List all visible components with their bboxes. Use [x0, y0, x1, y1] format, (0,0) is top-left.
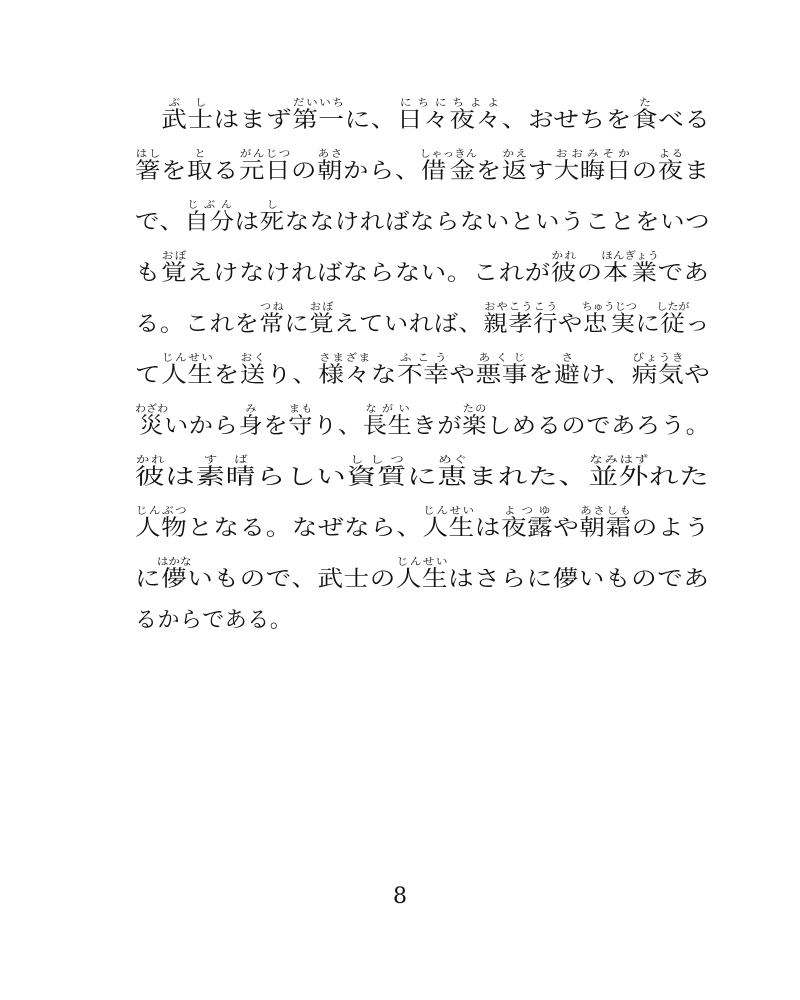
ruby-base: 不幸 [397, 363, 450, 388]
furigana: じぶん [184, 200, 235, 211]
furigana: おやこうこう [483, 302, 559, 313]
text-run: はさらに儚いものであ [448, 567, 710, 592]
text-run: のよう [631, 516, 711, 541]
ruby-base: 朝 [316, 159, 343, 184]
text-run: れた [649, 465, 710, 490]
text-run: るからである。 [135, 608, 293, 633]
ruby-base: 人生 [395, 567, 449, 592]
furigana: あさしも [579, 506, 632, 517]
text-run: な [370, 363, 398, 388]
text-line [135, 180, 715, 235]
text-run: の [290, 159, 317, 184]
ruby-base: 日々夜々 [396, 108, 502, 133]
furigana: ぶし [161, 98, 214, 109]
text-run: て [135, 363, 162, 388]
text-line [135, 333, 715, 388]
text-line [135, 486, 715, 541]
text-run: る [212, 159, 239, 184]
ruby-base: 取 [186, 159, 213, 184]
furigana: と [186, 149, 213, 160]
furigana: ししつ [346, 455, 408, 466]
furigana: はし [135, 149, 161, 160]
text-run: は [474, 516, 501, 541]
furigana: た [631, 98, 659, 109]
furigana: よつゆ [500, 506, 554, 517]
furigana: たの [462, 404, 487, 415]
furigana: つね [259, 302, 285, 313]
text-line [135, 384, 715, 439]
text-run: となる。なぜなら、 [187, 516, 423, 541]
ruby-base: 従 [656, 312, 690, 337]
furigana: じんぶつ [135, 506, 188, 517]
furigana: なみはず [588, 455, 650, 466]
text-run: は [165, 465, 196, 490]
furigana: さまざま [318, 353, 371, 364]
text-run: す [527, 159, 554, 184]
text-run: に [135, 567, 162, 592]
ruby-base: 朝霜 [579, 516, 632, 541]
line-text [135, 608, 292, 634]
ruby-base: 避 [554, 363, 581, 388]
furigana: あさ [316, 149, 343, 160]
furigana: しゃっきん [419, 149, 478, 160]
text-run: 、おせちを [501, 108, 632, 133]
text-run: の [576, 261, 603, 286]
text-run: に [407, 465, 438, 490]
text-run: いもので、武士の [187, 567, 396, 592]
furigana: すば [195, 455, 256, 466]
furigana: がんじつ [238, 149, 291, 160]
text-run: り、 [266, 363, 319, 388]
text-run: や [684, 363, 711, 388]
text-run: け、 [580, 363, 632, 388]
text-run: ま [683, 159, 710, 184]
ruby-base: 大晦日 [553, 159, 632, 184]
ruby-base: 資質 [346, 465, 408, 490]
text-run: に [635, 312, 661, 337]
furigana: したが [656, 302, 690, 313]
text-run: まれた、 [467, 465, 589, 490]
text-run: べる [658, 108, 711, 133]
furigana: おく [239, 353, 267, 364]
text-line [135, 231, 715, 286]
ruby-base: 守 [288, 414, 314, 439]
ruby-base: 悪事 [475, 363, 529, 388]
ruby-base: 忠実 [581, 312, 637, 337]
text-line [135, 588, 715, 639]
furigana: まも [288, 404, 314, 415]
ruby-base: 送 [239, 363, 267, 388]
ruby-base: 覚 [160, 261, 187, 286]
text-run: きが [412, 414, 463, 439]
furigana: あくじ [475, 353, 529, 364]
furigana: し [259, 200, 285, 211]
furigana: よる [657, 149, 684, 160]
furigana: にちにちよよ [396, 98, 502, 109]
ruby-base: 長生 [362, 414, 413, 439]
furigana: かれ [550, 251, 577, 262]
ruby-base: 親孝行 [483, 312, 559, 337]
ruby-base: 箸 [135, 159, 161, 184]
text-run: しめるのであろう。 [486, 414, 711, 439]
text-run: っ [685, 312, 711, 337]
ruby-base: 人生 [161, 363, 214, 388]
furigana: ちゅうじつ [581, 302, 637, 313]
body-text [135, 78, 715, 639]
furigana: びょうき [631, 353, 685, 364]
text-run: や [449, 363, 476, 388]
text-line [135, 282, 715, 337]
text-run: は [234, 210, 260, 235]
text-run: も [135, 261, 161, 286]
text-run: ななければならないということをいつ [284, 210, 711, 235]
ruby-base: 身 [238, 414, 264, 439]
ruby-base: 常 [259, 312, 285, 337]
text-line [135, 537, 715, 592]
furigana: ながい [362, 404, 413, 415]
furigana: み [238, 404, 264, 415]
text-run: から、 [342, 159, 421, 184]
furigana: じんせい [395, 557, 449, 568]
text-run: を [213, 363, 240, 388]
ruby-base: 自分 [184, 210, 235, 235]
text-run: を [475, 159, 502, 184]
text-run: や [553, 516, 580, 541]
furigana: だいいち [292, 98, 345, 109]
ruby-base: 彼 [135, 465, 166, 490]
page-number: 8 [393, 884, 407, 909]
text-run: らしい [255, 465, 347, 490]
ruby-base: 本業 [601, 261, 659, 286]
ruby-base: 病気 [631, 363, 685, 388]
ruby-base: 第一 [292, 108, 345, 133]
text-run: を [528, 363, 555, 388]
ruby-base: 恵 [437, 465, 468, 490]
furigana: さ [554, 353, 581, 364]
text-run: を [160, 159, 187, 184]
text-run: り、 [313, 414, 363, 439]
text-run: や [558, 312, 583, 337]
furigana: おおみそか [553, 149, 632, 160]
ruby-base: 夜 [657, 159, 684, 184]
text-run: を [263, 414, 289, 439]
ruby-base: 借金 [419, 159, 478, 184]
text-run: で、 [135, 210, 185, 235]
ruby-base: 元日 [238, 159, 291, 184]
ruby-base: 彼 [550, 261, 577, 286]
ruby-base: 死 [259, 210, 285, 235]
furigana: わざわ [135, 404, 169, 415]
ruby-base: 覚 [309, 312, 335, 337]
ruby-base: 儚 [156, 567, 192, 592]
ruby-base: 夜露 [500, 516, 554, 541]
ruby-base: 武士 [161, 108, 214, 133]
text-run: いから [163, 414, 239, 439]
furigana: じんせい [422, 506, 475, 517]
text-line [135, 129, 715, 184]
ruby-base: 並外 [588, 465, 650, 490]
ruby-base: 人物 [135, 516, 188, 541]
text-run: はまず [213, 108, 293, 133]
furigana: ほんぎょう [601, 251, 660, 262]
text-run: えけなければならない。これが [186, 261, 551, 286]
text-run: えていれば、 [334, 312, 484, 337]
ruby-base: 楽 [462, 414, 487, 439]
text-line [135, 435, 715, 490]
text-line [135, 78, 715, 133]
furigana: おぼ [160, 251, 187, 262]
furigana: じんせい [161, 353, 214, 364]
text-run: に、 [344, 108, 397, 133]
ruby-base: 人生 [422, 516, 475, 541]
furigana: ふこう [397, 353, 450, 364]
text-run: であ [657, 261, 710, 286]
furigana: はかな [156, 557, 192, 568]
text-run: の [631, 159, 658, 184]
furigana: おぼ [309, 302, 335, 313]
ruby-base: 返 [501, 159, 528, 184]
text-run: る。これを [135, 312, 260, 337]
ruby-base: 様々 [318, 363, 371, 388]
ruby-base: 素晴 [195, 465, 256, 490]
furigana: かれ [135, 455, 166, 466]
ruby-base: 食 [631, 108, 659, 133]
furigana: かえ [501, 149, 528, 160]
text-run: に [284, 312, 310, 337]
furigana: めぐ [437, 455, 468, 466]
ruby-base: 災 [135, 414, 169, 439]
